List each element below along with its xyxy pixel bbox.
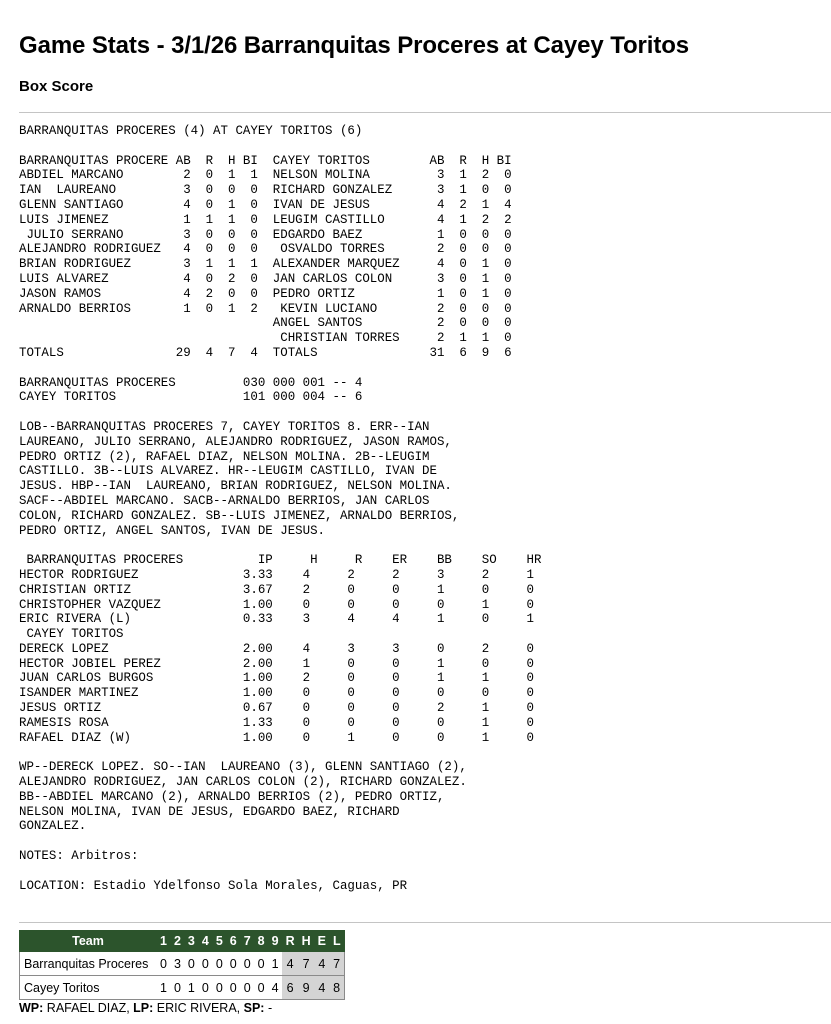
total-errors: 4	[314, 976, 329, 1000]
col-header-inning-9: 9	[268, 931, 282, 952]
col-header-inning-4: 4	[198, 931, 212, 952]
col-header-inning-6: 6	[226, 931, 240, 952]
inning-score: 1	[268, 952, 282, 976]
col-header-errors: E	[314, 931, 329, 952]
sp-value: -	[264, 1001, 273, 1016]
inning-score: 0	[254, 976, 268, 1000]
inning-score: 0	[240, 952, 254, 976]
total-lob: 8	[329, 976, 344, 1000]
page-title: Game Stats - 3/1/26 Barranquitas Proceres at Cayey Toritos	[19, 32, 690, 59]
wp-label: WP:	[19, 1001, 44, 1016]
col-header-team: Team	[20, 931, 157, 952]
total-errors: 4	[314, 952, 329, 976]
total-runs: 6	[282, 976, 298, 1000]
total-hits: 9	[298, 976, 314, 1000]
linescore-header-row	[20, 931, 345, 952]
inning-score: 1	[184, 976, 198, 1000]
linescore-row-home	[20, 976, 345, 1000]
col-header-inning-7: 7	[240, 931, 254, 952]
inning-score: 0	[212, 952, 226, 976]
lp-value: ERIC RIVERA,	[153, 1001, 241, 1016]
inning-score: 0	[212, 976, 226, 1000]
inning-score: 3	[170, 952, 184, 976]
sp-label: SP:	[243, 1001, 265, 1016]
col-header-inning-1: 1	[157, 931, 171, 952]
col-header-hits: H	[298, 931, 314, 952]
inning-score: 0	[184, 952, 198, 976]
col-header-lob: L	[329, 931, 344, 952]
col-header-inning-5: 5	[212, 931, 226, 952]
inning-score: 0	[226, 952, 240, 976]
team-name: Cayey Toritos	[20, 976, 157, 1000]
inning-score: 0	[157, 952, 171, 976]
wp-value: RAFAEL DIAZ,	[43, 1001, 130, 1016]
col-header-inning-3: 3	[184, 931, 198, 952]
box-score-text: BARRANQUITAS PROCERES (4) AT CAYEY TORITOS (6) BARRANQUITAS PROCERE AB R H BI CAYEY TORITOS AB R H BI ABDIEL MARCANO 2 0 1 1 NELSON MOLINA 3 1 2 0 IAN LAUREANO 3 0 0 0 RICHARD GONZALEZ 3 1 0 0 GLENN SANTIAGO 4 0 1 0 IVAN DE JESUS 4 2 1 4 LUIS JIMENEZ 1 1 1 0 LEUGIM CASTILLO 4 1 2 2 JULIO SERRANO 3 0 0 0 EDGARDO BAEZ 1 0 0 0 ALEJANDRO RODRIGUEZ 4 0 0 0 OSVALDO TORRES 2 0 0 0 BRIAN RODRIGUEZ 3 1 1 1 ALEXANDER MARQUEZ 4 0 1 0 LUIS ALVAREZ 4 0 2 0 JAN CARLOS COLON 3 0 1 0 JASON RAMOS 4 2 0 0 PEDRO ORTIZ 1 0 1 0 ARNALDO BERRIOS 1 0 1 2 KEVIN LUCIANO 2 0 0 0 ANGEL SANTOS 2 0 0 0 CHRISTIAN TORRES 2 1 1 0 TOTALS 29 4 7 4 TOTALS 31 6 9 6 BARRANQUITAS PROCERES 030 000 001 -- 4 CAYEY TORITOS 101 000 004 -- 6 LOB--BARRANQUITAS PROCERES 7, CAYEY TORITOS 8. ERR--IAN LAUREANO, JULIO SERRANO, ALEJANDRO RODRIGUEZ, JASON RAMOS, PEDRO ORTIZ (2), RAFAEL DIAZ, NELSON MOLINA. 2B--LEUGIM CASTILLO. 3B--LUIS ALVAREZ. HR--LEUGIM CASTILLO, IVAN DE JESUS. HBP--IAN LAUREANO, BRIAN RODRIGUEZ, NELSON MOLINA. SACF--ABDIEL MARCANO. SACB--ARNALDO BERRIOS, JAN CARLOS COLON, RICHARD GONZALEZ. SB--LUIS JIMENEZ, ARNALDO BERRIOS, PEDRO ORTIZ, ANGEL SANTOS, IVAN DE JESUS. BARRANQUITAS PROCERES IP H R ER BB SO HR HECTOR RODRIGUEZ 3.33 4 2 2 3 2 1 CHRISTIAN ORTIZ 3.67 2 0 0 1 0 0 CHRISTOPHER VAZQUEZ 1.00 0 0 0 0 1 0 ERIC RIVERA (L) 0.33 3 4 4 1 0 1 CAYEY TORITOS DERECK LOPEZ 2.00 4 3 3 0 2 0 HECTOR JOBIEL PEREZ 2.00 1 0 0 1 0 0 JUAN CARLOS BURGOS 1.00 2 0 0 1 1 0 ISANDER MARTINEZ 1.00 0 0 0 0 0 0 JESUS ORTIZ 0.67 0 0 0 2 1 0 RAMESIS ROSA 1.33 0 0 0 0 1 0 RAFAEL DIAZ (W) 1.00 0 1 0 0 1 0 WP--DERECK LOPEZ. SO--IAN LAUREANO (3), GLENN SANTIAGO (2), ALEJANDRO RODRIGUEZ, JAN CARLOS COLON (2), RICHARD GONZALEZ. BB--ABDIEL MARCANO (2), ARNALDO BERRIOS (2), PEDRO ORTIZ, NELSON MOLINA, IVAN DE JESUS, EDGARDO BAEZ, RICHARD GONZALEZ. NOTES: Arbitros: LOCATION: Estadio Ydelfonso Sola Morales, Caguas, PR	[19, 124, 542, 893]
inning-score: 0	[170, 976, 184, 1000]
team-name: Barranquitas Proceres	[20, 952, 157, 976]
section-title-box-score: Box Score	[19, 78, 94, 95]
pitcher-decisions	[19, 1000, 831, 1016]
total-hits: 7	[298, 952, 314, 976]
inning-score: 0	[240, 976, 254, 1000]
lp-label: LP:	[133, 1001, 154, 1016]
divider	[19, 922, 831, 923]
inning-score: 0	[198, 976, 212, 1000]
col-header-inning-8: 8	[254, 931, 268, 952]
inning-score: 1	[157, 976, 171, 1000]
linescore-table	[19, 930, 345, 1000]
col-header-runs: R	[282, 931, 298, 952]
linescore-row-away	[20, 952, 345, 976]
inning-score: 4	[268, 976, 282, 1000]
inning-score: 0	[226, 976, 240, 1000]
inning-score: 0	[198, 952, 212, 976]
inning-score: 0	[254, 952, 268, 976]
total-lob: 7	[329, 952, 344, 976]
total-runs: 4	[282, 952, 298, 976]
col-header-inning-2: 2	[170, 931, 184, 952]
